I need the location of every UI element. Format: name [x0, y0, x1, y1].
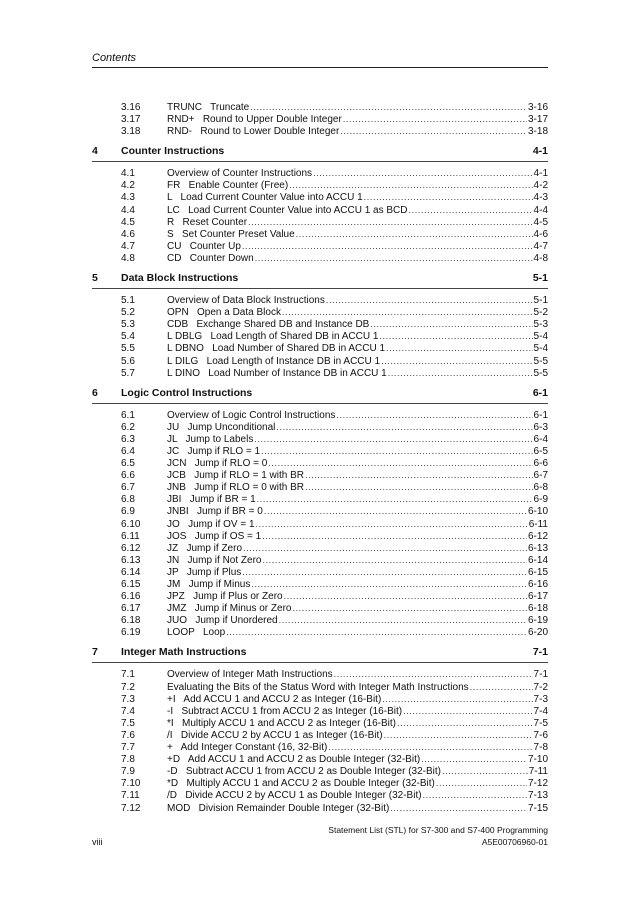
dot-leader — [370, 318, 532, 331]
entry-title: *D Multiply ACCU 1 and ACCU 2 as Double Integer (32-Bit) — [167, 778, 435, 790]
entry-page: 4-6 — [533, 228, 548, 240]
entry-title: L DINO Load Number of Instance DB in ACCU 1 — [167, 367, 387, 379]
toc-entry[interactable] — [92, 191, 548, 203]
toc-entry[interactable] — [92, 705, 548, 717]
dot-leader — [305, 481, 533, 494]
dot-leader — [242, 240, 533, 253]
toc-entry[interactable] — [92, 113, 548, 125]
toc-entry[interactable] — [92, 433, 548, 445]
chapter-page: 5-1 — [532, 272, 548, 285]
dot-leader — [421, 753, 527, 766]
entry-page: 6-16 — [527, 579, 548, 590]
entry-number: 3.16 — [121, 102, 141, 113]
entry-page: 6-5 — [533, 445, 548, 457]
entry-title: LOOP Loop — [167, 627, 226, 639]
entry-title: RND+ Round to Upper Double Integer — [167, 114, 342, 126]
entry-title: JC Jump if RLO = 1 — [167, 445, 261, 457]
toc-group — [92, 642, 548, 813]
entry-title: JO Jump if OV = 1 — [167, 518, 255, 530]
toc-entry[interactable] — [92, 802, 548, 814]
dot-leader — [381, 355, 532, 368]
entry-title: JCN Jump if RLO = 0 — [167, 458, 268, 470]
entry-title: +D Add ACCU 1 and ACCU 2 as Double Integer (32-Bit) — [167, 754, 421, 766]
entry-page: 6-19 — [527, 615, 548, 627]
dot-leader — [328, 741, 532, 754]
footer-document-info — [328, 824, 548, 848]
entry-number: 7.8 — [121, 754, 135, 766]
entry-number: 5.7 — [121, 367, 135, 379]
toc-entry[interactable] — [92, 505, 548, 517]
entry-page: 6-18 — [527, 603, 548, 615]
dot-leader — [282, 306, 533, 319]
entry-title: JL Jump to Labels — [167, 433, 254, 445]
toc-entry[interactable] — [92, 167, 548, 179]
header-rule — [92, 67, 548, 68]
entry-number: 4.7 — [121, 240, 135, 252]
chapter-page: 6-1 — [532, 386, 548, 399]
dot-leader — [292, 602, 527, 615]
chapter-title: Integer Math Instructions — [121, 646, 247, 659]
dot-leader — [250, 101, 527, 114]
entry-number: 6.5 — [121, 458, 135, 470]
entry-number: 5.5 — [121, 343, 135, 355]
chapter-page: 4-1 — [532, 145, 548, 158]
dot-leader — [343, 113, 527, 126]
entry-number: 4.8 — [121, 252, 135, 264]
entry-title: Overview of Logic Control Instructions — [167, 409, 336, 421]
entry-page: 3-18 — [527, 126, 548, 138]
entry-page: 7-1 — [533, 669, 548, 681]
entry-number: 6.12 — [121, 542, 141, 554]
entry-page: 4-8 — [533, 252, 548, 264]
entry-number: 5.4 — [121, 331, 135, 343]
entry-title: L DBNO Load Number of Shared DB in ACCU 1 — [167, 343, 386, 355]
dot-leader — [256, 518, 528, 531]
entry-title: JP Jump if Plus — [167, 566, 242, 578]
entry-number: 6.8 — [121, 494, 135, 506]
toc-entry[interactable] — [92, 554, 548, 566]
entry-page: 5-5 — [533, 355, 548, 367]
entry-title: Evaluating the Bits of the Status Word with Integer Math Instructions — [167, 681, 469, 693]
toc-entry[interactable] — [92, 342, 548, 354]
entry-title: JU Jump Unconditional — [167, 421, 276, 433]
toc-entry[interactable] — [92, 693, 548, 705]
entry-number: 6.1 — [121, 409, 135, 421]
toc-entry[interactable] — [92, 318, 548, 330]
entry-title: RND- Round to Lower Double Integer — [167, 126, 340, 138]
dot-leader — [289, 179, 532, 192]
dot-leader — [423, 789, 527, 802]
entry-number: 7.7 — [121, 742, 135, 754]
entry-title: LC Load Current Counter Value into ACCU 1 as BCD — [167, 204, 408, 216]
footer-document-number: A5E00706960-01 — [481, 837, 548, 847]
dot-leader — [397, 717, 533, 730]
toc-group — [92, 268, 548, 379]
toc-entry[interactable] — [92, 306, 548, 318]
entry-number: 7.2 — [121, 681, 135, 693]
entry-page: 6-7 — [533, 470, 548, 482]
chapter-heading[interactable] — [92, 268, 548, 289]
toc-entry[interactable] — [92, 578, 548, 590]
dot-leader — [390, 802, 527, 815]
toc-entry[interactable] — [92, 729, 548, 741]
toc-entry[interactable] — [92, 409, 548, 421]
dot-leader — [268, 457, 532, 470]
entry-title: TRUNC Truncate — [167, 102, 250, 113]
entry-title: + Add Integer Constant (16, 32-Bit) — [167, 742, 328, 754]
dot-leader — [242, 566, 527, 579]
entry-number: 6.10 — [121, 518, 141, 530]
entry-number: 4.6 — [121, 228, 135, 240]
dot-leader — [436, 777, 527, 790]
toc-entry[interactable] — [92, 101, 548, 113]
entry-title: L DILG Load Length of Instance DB in ACCU 1 — [167, 355, 381, 367]
dot-leader — [305, 469, 533, 482]
entry-page: 7-2 — [533, 681, 548, 693]
entry-number: 6.16 — [121, 591, 141, 603]
dot-leader — [254, 433, 532, 446]
entry-page: 7-12 — [527, 778, 548, 790]
toc-entry[interactable] — [92, 469, 548, 481]
entry-title: /I Divide ACCU 2 by ACCU 1 as Integer (16-Bit) — [167, 729, 383, 741]
dot-leader — [403, 705, 532, 718]
toc-entry[interactable] — [92, 228, 548, 240]
toc-entry[interactable] — [92, 681, 548, 693]
dot-leader — [470, 681, 533, 694]
entry-title: JNBI Jump if BR = 0 — [167, 506, 263, 518]
entry-number: 6.19 — [121, 627, 141, 639]
chapter-heading[interactable] — [92, 141, 548, 162]
footer-page-number: viii — [92, 837, 103, 847]
entry-page: 3-17 — [527, 114, 548, 126]
toc-entry[interactable] — [92, 566, 548, 578]
dot-leader — [409, 204, 533, 217]
entry-page: 6-4 — [533, 433, 548, 445]
toc-entry[interactable] — [92, 240, 548, 252]
entry-title: JZ Jump if Zero — [167, 542, 243, 554]
entry-title: /D Divide ACCU 2 by ACCU 1 as Double Integer (32-Bit) — [167, 790, 422, 802]
entry-number: 7.4 — [121, 705, 135, 717]
dot-leader — [276, 421, 532, 434]
toc-entry[interactable] — [92, 518, 548, 530]
chapter-num: 5 — [92, 272, 98, 285]
dot-leader — [264, 505, 527, 518]
dot-leader — [326, 294, 533, 307]
entry-number: 5.6 — [121, 355, 135, 367]
dot-leader — [334, 668, 533, 681]
toc-entry[interactable] — [92, 753, 548, 765]
entry-title: -D Subtract ACCU 1 from ACCU 2 as Double Integer (32-Bit) — [167, 766, 441, 778]
entry-title: MOD Division Remainder Double Integer (32-Bit) — [167, 802, 390, 814]
toc-entry[interactable] — [92, 741, 548, 753]
entry-page: 6-1 — [533, 409, 548, 421]
dot-leader — [262, 530, 527, 543]
chapter-title: Counter Instructions — [121, 145, 225, 158]
toc-entry[interactable] — [92, 530, 548, 542]
toc-entry[interactable] — [92, 668, 548, 680]
entry-title: JNB Jump if RLO = 0 with BR — [167, 482, 304, 494]
toc-entry[interactable] — [92, 125, 548, 137]
entry-title: CDB Exchange Shared DB and Instance DB — [167, 319, 370, 331]
entry-page: 7-11 — [528, 766, 548, 778]
entry-title: JCB Jump if RLO = 1 with BR — [167, 470, 304, 482]
header-title: Contents — [92, 52, 137, 64]
toc-entry[interactable] — [92, 367, 548, 379]
entry-title: S Set Counter Preset Value — [167, 228, 295, 240]
entry-title: JM Jump if Minus — [167, 579, 251, 590]
entry-page: 5-1 — [533, 295, 548, 307]
toc-entry[interactable] — [92, 204, 548, 216]
entry-number: 6.2 — [121, 421, 135, 433]
entry-number: 6.3 — [121, 433, 135, 445]
entry-page: 7-4 — [533, 705, 548, 717]
entry-number: 6.7 — [121, 482, 135, 494]
entry-number: 6.17 — [121, 603, 141, 615]
entry-number: 7.6 — [121, 729, 135, 741]
entry-number: 3.18 — [121, 126, 141, 138]
entry-page: 7-3 — [533, 693, 548, 705]
dot-leader — [251, 578, 527, 591]
toc-entry[interactable] — [92, 542, 548, 554]
entry-number: 4.5 — [121, 216, 135, 228]
dot-leader — [384, 729, 533, 742]
chapter-heading[interactable] — [92, 642, 548, 663]
dot-leader — [262, 554, 527, 567]
entry-number: 6.14 — [121, 566, 141, 578]
entry-number: 4.2 — [121, 180, 135, 192]
entry-page: 3-16 — [527, 102, 548, 113]
dot-leader — [279, 614, 527, 627]
dot-leader — [248, 216, 533, 229]
entry-number: 7.1 — [121, 669, 135, 681]
toc-entry[interactable] — [92, 457, 548, 469]
toc-entry[interactable] — [92, 179, 548, 191]
entry-number: 7.9 — [121, 766, 135, 778]
entry-title: R Reset Counter — [167, 216, 248, 228]
dot-leader — [243, 542, 527, 555]
entry-page: 7-10 — [527, 754, 548, 766]
toc-entry[interactable] — [92, 355, 548, 367]
entry-title: Overview of Data Block Instructions — [167, 295, 325, 307]
entry-page: 4-3 — [533, 192, 548, 204]
entry-title: -I Subtract ACCU 1 from ACCU 2 as Integer (16-Bit) — [167, 705, 403, 717]
dot-leader — [364, 191, 533, 204]
entry-number: 3.17 — [121, 114, 141, 126]
chapter-num: 7 — [92, 646, 98, 659]
entry-number: 7.12 — [121, 802, 141, 814]
entry-page: 7-8 — [533, 742, 548, 754]
toc-entry[interactable] — [92, 252, 548, 264]
chapter-page: 7-1 — [532, 646, 548, 659]
toc-group — [92, 141, 548, 264]
toc-entry[interactable] — [92, 330, 548, 342]
entry-number: 6.4 — [121, 445, 135, 457]
entry-title: JN Jump if Not Zero — [167, 554, 262, 566]
toc-entry[interactable] — [92, 445, 548, 457]
entry-title: JMZ Jump if Minus or Zero — [167, 603, 292, 615]
toc-entry[interactable] — [92, 602, 548, 614]
chapter-title: Logic Control Instructions — [121, 386, 253, 399]
entry-page: 4-5 — [533, 216, 548, 228]
dot-leader — [340, 125, 527, 138]
entry-number: 6.18 — [121, 615, 141, 627]
toc-entry[interactable] — [92, 493, 548, 505]
entry-page: 7-6 — [533, 729, 548, 741]
entry-page: 4-1 — [533, 168, 548, 180]
dot-leader — [255, 252, 533, 265]
entry-page: 6-13 — [527, 542, 548, 554]
entry-title: +I Add ACCU 1 and ACCU 2 as Integer (16-Bit) — [167, 693, 382, 705]
entry-number: 4.1 — [121, 168, 135, 180]
entry-page: 6-9 — [533, 494, 548, 506]
dot-leader — [442, 765, 528, 778]
entry-page: 6-8 — [533, 482, 548, 494]
toc-group — [92, 101, 548, 137]
chapter-num: 4 — [92, 145, 98, 158]
entry-page: 4-4 — [533, 204, 548, 216]
chapter-title: Data Block Instructions — [121, 272, 239, 285]
toc-entry[interactable] — [92, 481, 548, 493]
entry-page: 5-4 — [533, 331, 548, 343]
dot-leader — [386, 342, 532, 355]
entry-number: 6.15 — [121, 579, 141, 590]
toc-entry[interactable] — [92, 789, 548, 801]
entry-title: FR Enable Counter (Free) — [167, 180, 289, 192]
entry-page: 6-6 — [533, 458, 548, 470]
entry-page: 6-3 — [533, 421, 548, 433]
entry-number: 7.5 — [121, 717, 135, 729]
entry-page: 5-2 — [533, 307, 548, 319]
entry-number: 4.3 — [121, 192, 135, 204]
entry-page: 7-15 — [527, 802, 548, 814]
entry-page: 4-7 — [533, 240, 548, 252]
entry-title: JUO Jump if Unordered — [167, 615, 278, 627]
dot-leader — [226, 626, 527, 639]
entry-number: 7.10 — [121, 778, 141, 790]
toc-entry[interactable] — [92, 614, 548, 626]
entry-page: 7-5 — [533, 717, 548, 729]
dot-leader — [388, 367, 533, 380]
entry-page: 5-4 — [533, 343, 548, 355]
toc-entry[interactable] — [92, 626, 548, 638]
toc-entry[interactable] — [92, 777, 548, 789]
footer-document-title: Statement List (STL) for S7-300 and S7-400 Programming — [328, 825, 548, 835]
entry-title: Overview of Integer Math Instructions — [167, 669, 333, 681]
entry-page: 6-14 — [527, 554, 548, 566]
entry-title: *I Multiply ACCU 1 and ACCU 2 as Integer (16-Bit) — [167, 717, 396, 729]
entry-title: JBI Jump if BR = 1 — [167, 494, 256, 506]
entry-page: 5-3 — [533, 319, 548, 331]
entry-title: OPN Open a Data Block — [167, 307, 281, 319]
dot-leader — [257, 493, 533, 506]
entry-title: Overview of Counter Instructions — [167, 168, 313, 180]
toc-entry[interactable] — [92, 294, 548, 306]
entry-title: L Load Current Counter Value into ACCU 1 — [167, 192, 363, 204]
dot-leader — [261, 445, 532, 458]
entry-title: CD Counter Down — [167, 252, 254, 264]
toc-entry[interactable] — [92, 421, 548, 433]
toc-group — [92, 383, 548, 639]
entry-page: 6-10 — [527, 506, 548, 518]
entry-number: 6.11 — [121, 530, 140, 542]
entry-number: 7.3 — [121, 693, 135, 705]
chapter-num: 6 — [92, 386, 98, 399]
toc-entry[interactable] — [92, 216, 548, 228]
entry-title: JPZ Jump if Plus or Zero — [167, 591, 283, 603]
dot-leader — [379, 330, 532, 343]
entry-title: CU Counter Up — [167, 240, 241, 252]
dot-leader — [313, 167, 532, 180]
toc-entry[interactable] — [92, 590, 548, 602]
entry-number: 5.3 — [121, 319, 135, 331]
entry-number: 6.13 — [121, 554, 141, 566]
entry-number: 7.11 — [121, 790, 140, 802]
entry-title: JOS Jump if OS = 1 — [167, 530, 262, 542]
dot-leader — [336, 409, 532, 422]
entry-page: 6-12 — [527, 530, 548, 542]
entry-page: 7-13 — [527, 790, 548, 802]
dot-leader — [382, 693, 532, 706]
entry-page: 5-5 — [533, 367, 548, 379]
entry-number: 4.4 — [121, 204, 135, 216]
entry-number: 5.2 — [121, 307, 135, 319]
toc-entry[interactable] — [92, 717, 548, 729]
entry-page: 6-17 — [527, 591, 548, 603]
chapter-heading[interactable] — [92, 383, 548, 404]
entry-number: 6.6 — [121, 470, 135, 482]
entry-page: 6-15 — [527, 566, 548, 578]
table-of-contents — [92, 101, 548, 816]
entry-page: 4-2 — [533, 180, 548, 192]
entry-number: 5.1 — [121, 295, 135, 307]
entry-page: 6-20 — [527, 627, 548, 639]
entry-number: 6.9 — [121, 506, 135, 518]
toc-entry[interactable] — [92, 765, 548, 777]
dot-leader — [284, 590, 527, 603]
entry-title: L DBLG Load Length of Shared DB in ACCU 1 — [167, 331, 379, 343]
dot-leader — [296, 228, 533, 241]
entry-page: 6-11 — [528, 518, 548, 530]
